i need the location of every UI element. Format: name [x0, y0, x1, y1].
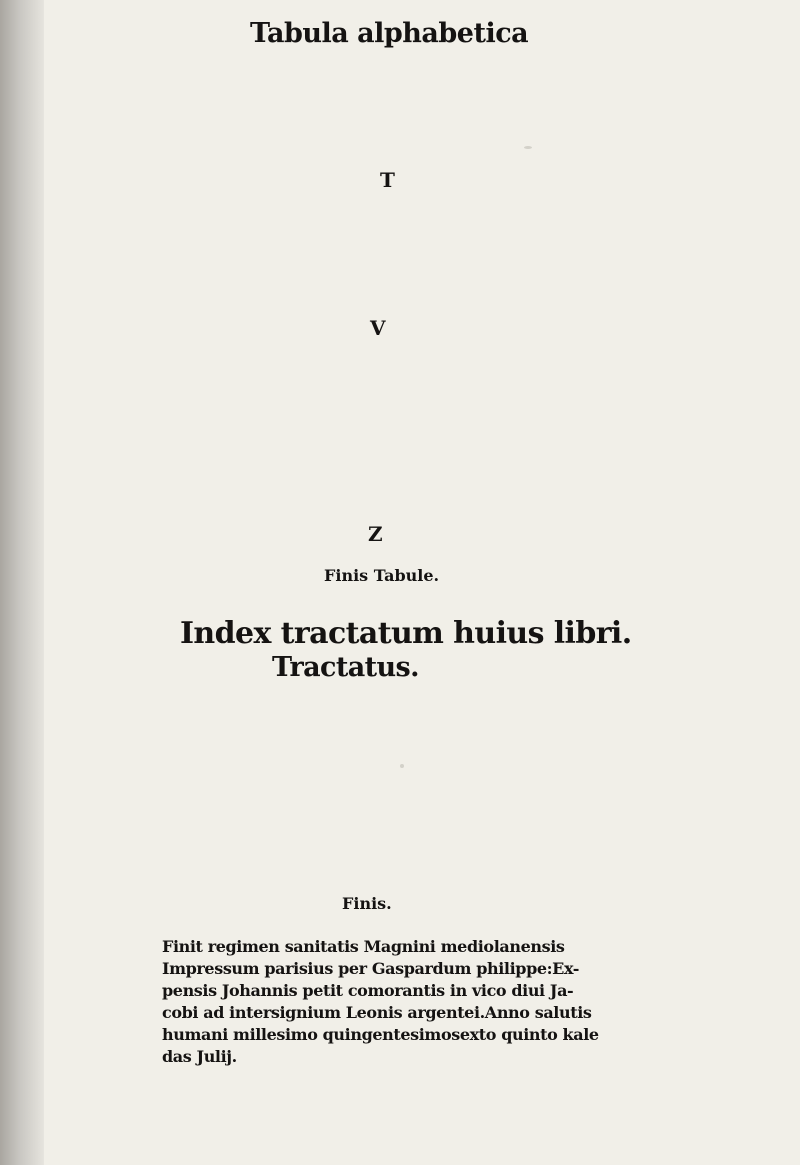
finis-index: Finis. [342, 894, 392, 913]
section-letter-t: T [380, 168, 395, 192]
printed-page [50, 0, 800, 1165]
tractatus-title: Tractatus. [272, 652, 419, 683]
book-gutter [0, 0, 44, 1165]
colophon-line: Finit regimen sanitatis Magnini mediolanensis [162, 937, 565, 956]
section-letter-z: Z [368, 522, 383, 546]
colophon-line: pensis Johannis petit comorantis in vico diui Ja- [162, 981, 574, 1000]
ink-speck [400, 764, 404, 768]
colophon-line: Impressum parisius per Gaspardum philippe:Ex- [162, 959, 580, 978]
ink-speck [524, 146, 532, 149]
colophon-line: cobi ad intersignium Leonis argentei.Anno salutis [162, 1003, 592, 1022]
page-title: Tabula alphabetica [250, 18, 529, 49]
section-letter-v: V [370, 316, 386, 340]
colophon-line: das Julij. [162, 1047, 237, 1066]
colophon-line: humani millesimo quingentesimosexto quinto kale [162, 1025, 599, 1044]
colophon [162, 936, 632, 1068]
finis-tabule: Finis Tabule. [324, 566, 440, 585]
index-title: Index tractatum huius libri. [180, 616, 632, 651]
